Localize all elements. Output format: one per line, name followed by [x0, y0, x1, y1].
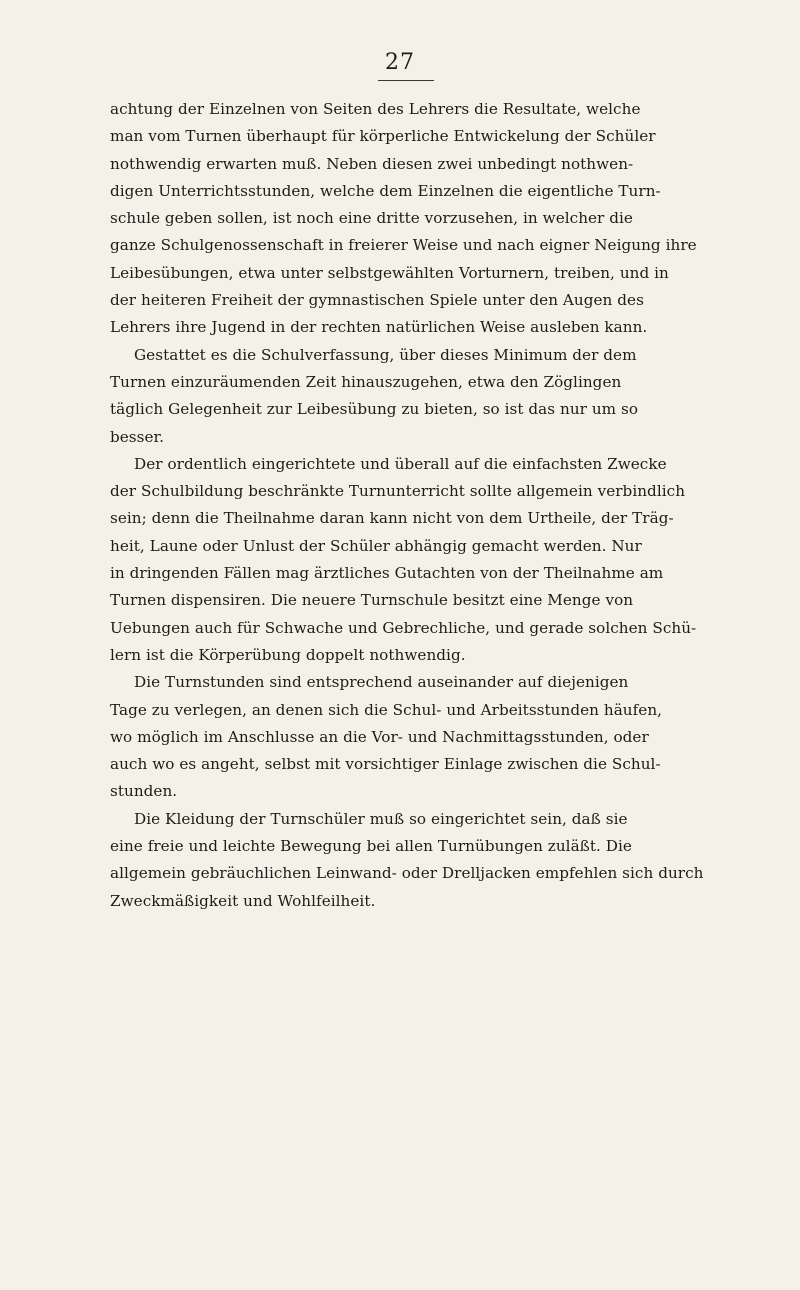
text-line: man vom Turnen überhaupt für körperliche Entwickelung der Schüler [110, 127, 656, 146]
text-line: wo möglich im Anschlusse an die Vor- und Nachmittagsstunden, oder [110, 727, 649, 746]
paragraph [110, 806, 730, 915]
text-line: ganze Schulgenossenschaft in freierer Weise und nach eigner Neigung ihre [110, 236, 697, 255]
page-number: 27 [385, 50, 415, 75]
text-line: eine freie und leichte Bewegung bei allen Turnübungen zuläßt. Die [110, 837, 632, 856]
text-line: heit, Laune oder Unlust der Schüler abhängig gemacht werden. Nur [110, 536, 642, 555]
body-text [110, 96, 730, 915]
text-line: stunden. [110, 782, 178, 801]
text-line: Turnen einzuräumenden Zeit hinauszugehen, etwa den Zöglingen [110, 372, 622, 391]
text-line: Die Kleidung der Turnschüler muß so eingerichtet sein, daß sie [134, 809, 628, 828]
text-line: der heiteren Freiheit der gymnastischen Spiele unter den Augen des [110, 291, 644, 310]
text-line: lern ist die Körperübung doppelt nothwendig. [110, 645, 466, 664]
paragraph [110, 342, 730, 451]
text-line: Turnen dispensiren. Die neuere Turnschule besitzt eine Menge von [110, 591, 634, 610]
text-line: Gestattet es die Schulverfassung, über dieses Minimum der dem [134, 345, 637, 364]
header-rule [378, 80, 434, 81]
text-line: achtung der Einzelnen von Seiten des Lehrers die Resultate, welche [110, 100, 641, 118]
text-line: Uebungen auch für Schwache und Gebrechliche, und gerade solchen Schü- [110, 618, 697, 637]
text-line: in dringenden Fällen mag ärztliches Gutachten von der Theilnahme am [110, 564, 664, 583]
text-line: täglich Gelegenheit zur Leibesübung zu bieten, so ist das nur um so [110, 400, 639, 419]
text-line: Der ordentlich eingerichtete und überall auf die einfachsten Zwecke [134, 454, 667, 473]
text-line: allgemein gebräuchlichen Leinwand- oder Drelljacken empfehlen sich durch [110, 864, 704, 883]
text-line: Zweckmäßigkeit und Wohlfeilheit. [110, 891, 376, 910]
paragraph [110, 451, 730, 669]
text-line: Leibesübungen, etwa unter selbstgewählten Vorturnern, treiben, und in [110, 263, 669, 282]
text-line: digen Unterrichtsstunden, welche dem Einzelnen die eigentliche Turn- [110, 181, 661, 200]
text-line: der Schulbildung beschränkte Turnunterricht sollte allgemein verbindlich [110, 482, 686, 501]
text-line: sein; denn die Theilnahme daran kann nicht von dem Urtheile, der Träg- [110, 509, 674, 528]
text-line: besser. [110, 427, 165, 446]
paragraph [110, 669, 730, 805]
text-line: Tage zu verlegen, an denen sich die Schul- und Arbeitsstunden häufen, [110, 700, 663, 719]
text-line: schule geben sollen, ist noch eine dritte vorzusehen, in welcher die [110, 209, 633, 228]
text-line: nothwendig erwarten muß. Neben diesen zwei unbedingt nothwen- [110, 154, 634, 173]
text-line: Lehrers ihre Jugend in der rechten natürlichen Weise ausleben kann. [110, 318, 648, 337]
text-line: Die Turnstunden sind entsprechend auseinander auf diejenigen [134, 673, 629, 692]
text-line: auch wo es angeht, selbst mit vorsichtiger Einlage zwischen die Schul- [110, 755, 661, 774]
paragraph [110, 96, 730, 342]
